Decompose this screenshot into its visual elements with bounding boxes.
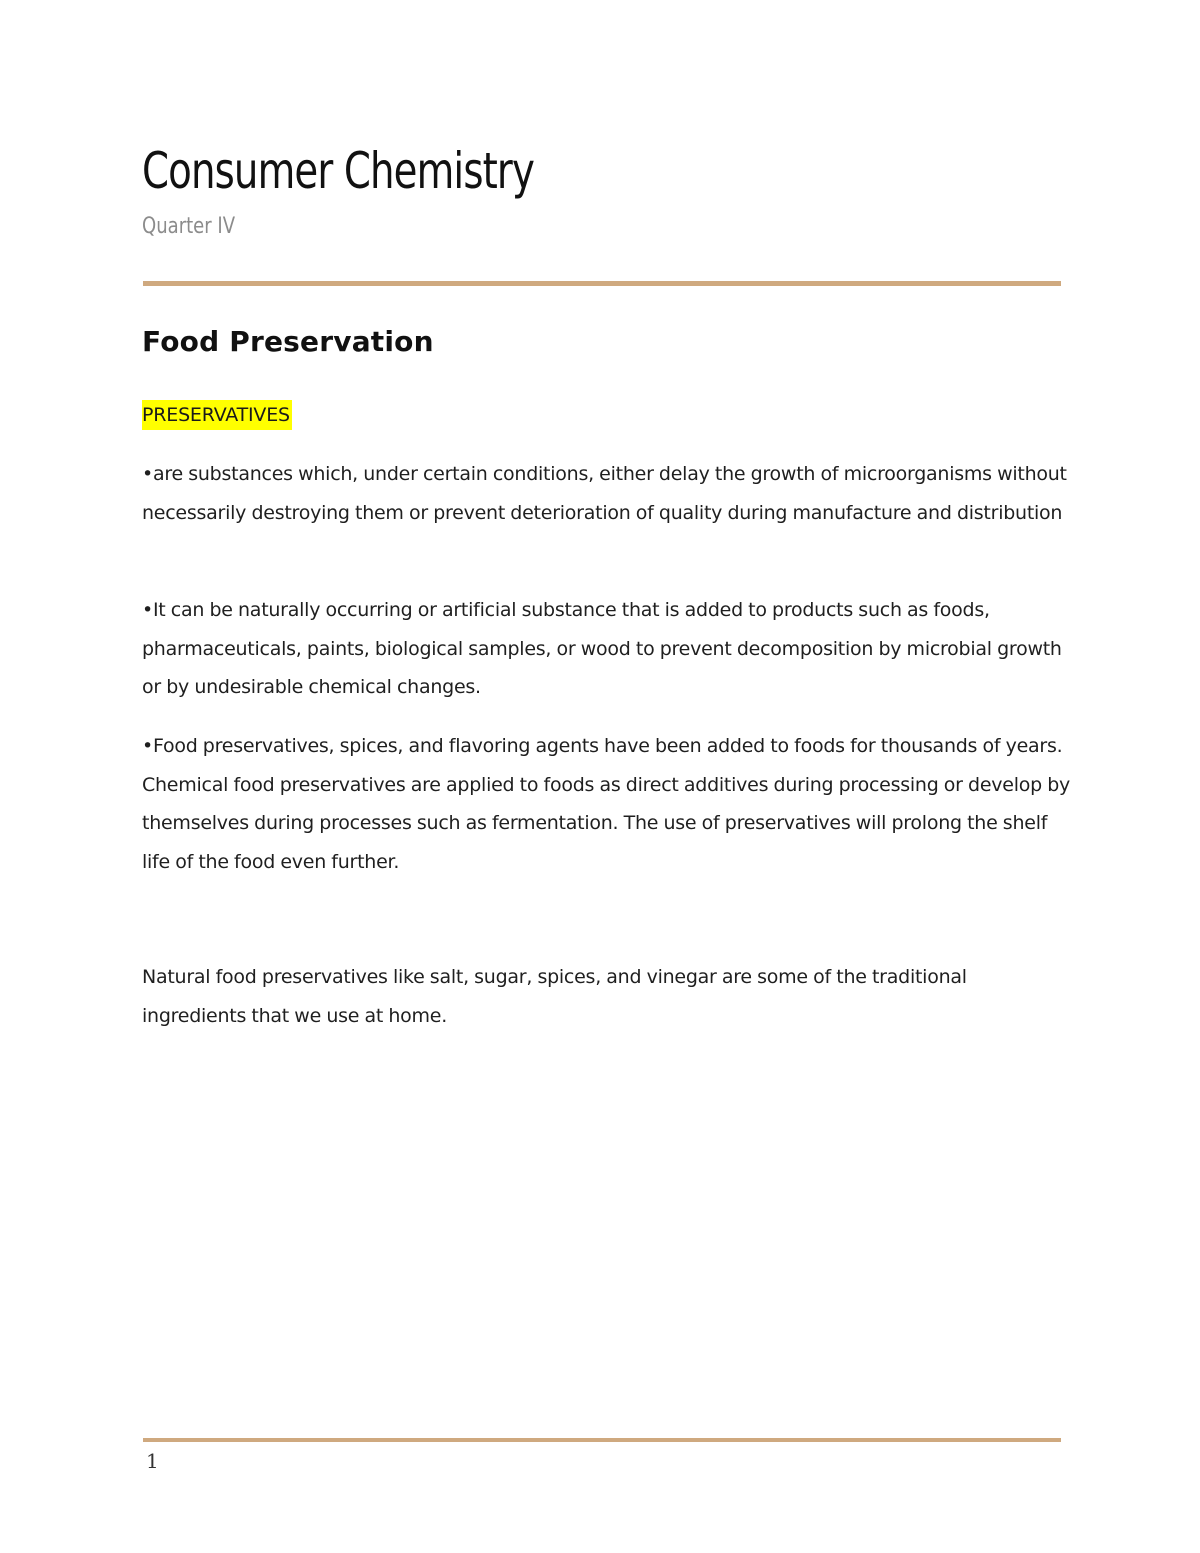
paragraph-history: •Food preservatives, spices, and flavoring agents have been added to foods for thousands of years. Chemical food preservatives are applied to foods as direct additives during processing or develop by themselves during processes such as fermentation. The use of preservatives will prolong the shelf life of the food even further. (142, 735, 1071, 873)
title-divider (143, 281, 1061, 286)
document-title: Consumer Chemistry (142, 142, 534, 200)
section-heading: Food Preservation (142, 325, 434, 358)
footer-divider (143, 1438, 1061, 1442)
page-number: 1 (146, 1449, 159, 1473)
paragraph-natural-preservatives: Natural food preservatives like salt, sugar, spices, and vinegar are some of the traditional ingredients that we use at home. (142, 966, 967, 1027)
paragraph-origin: •It can be naturally occurring or artificial substance that is added to products such as foods, pharmaceuticals, paints, biological samples, or wood to prevent decomposition by microbial growth or by undesirable chemical changes. (142, 599, 1062, 699)
paragraph-definition: •are substances which, under certain conditions, either delay the growth of microorganisms without necessarily destroying them or prevent deterioration of quality during manufacture and distribution (142, 463, 1067, 524)
highlighted-term: PRESERVATIVES (142, 400, 292, 430)
document-subtitle: Quarter IV (142, 214, 236, 239)
